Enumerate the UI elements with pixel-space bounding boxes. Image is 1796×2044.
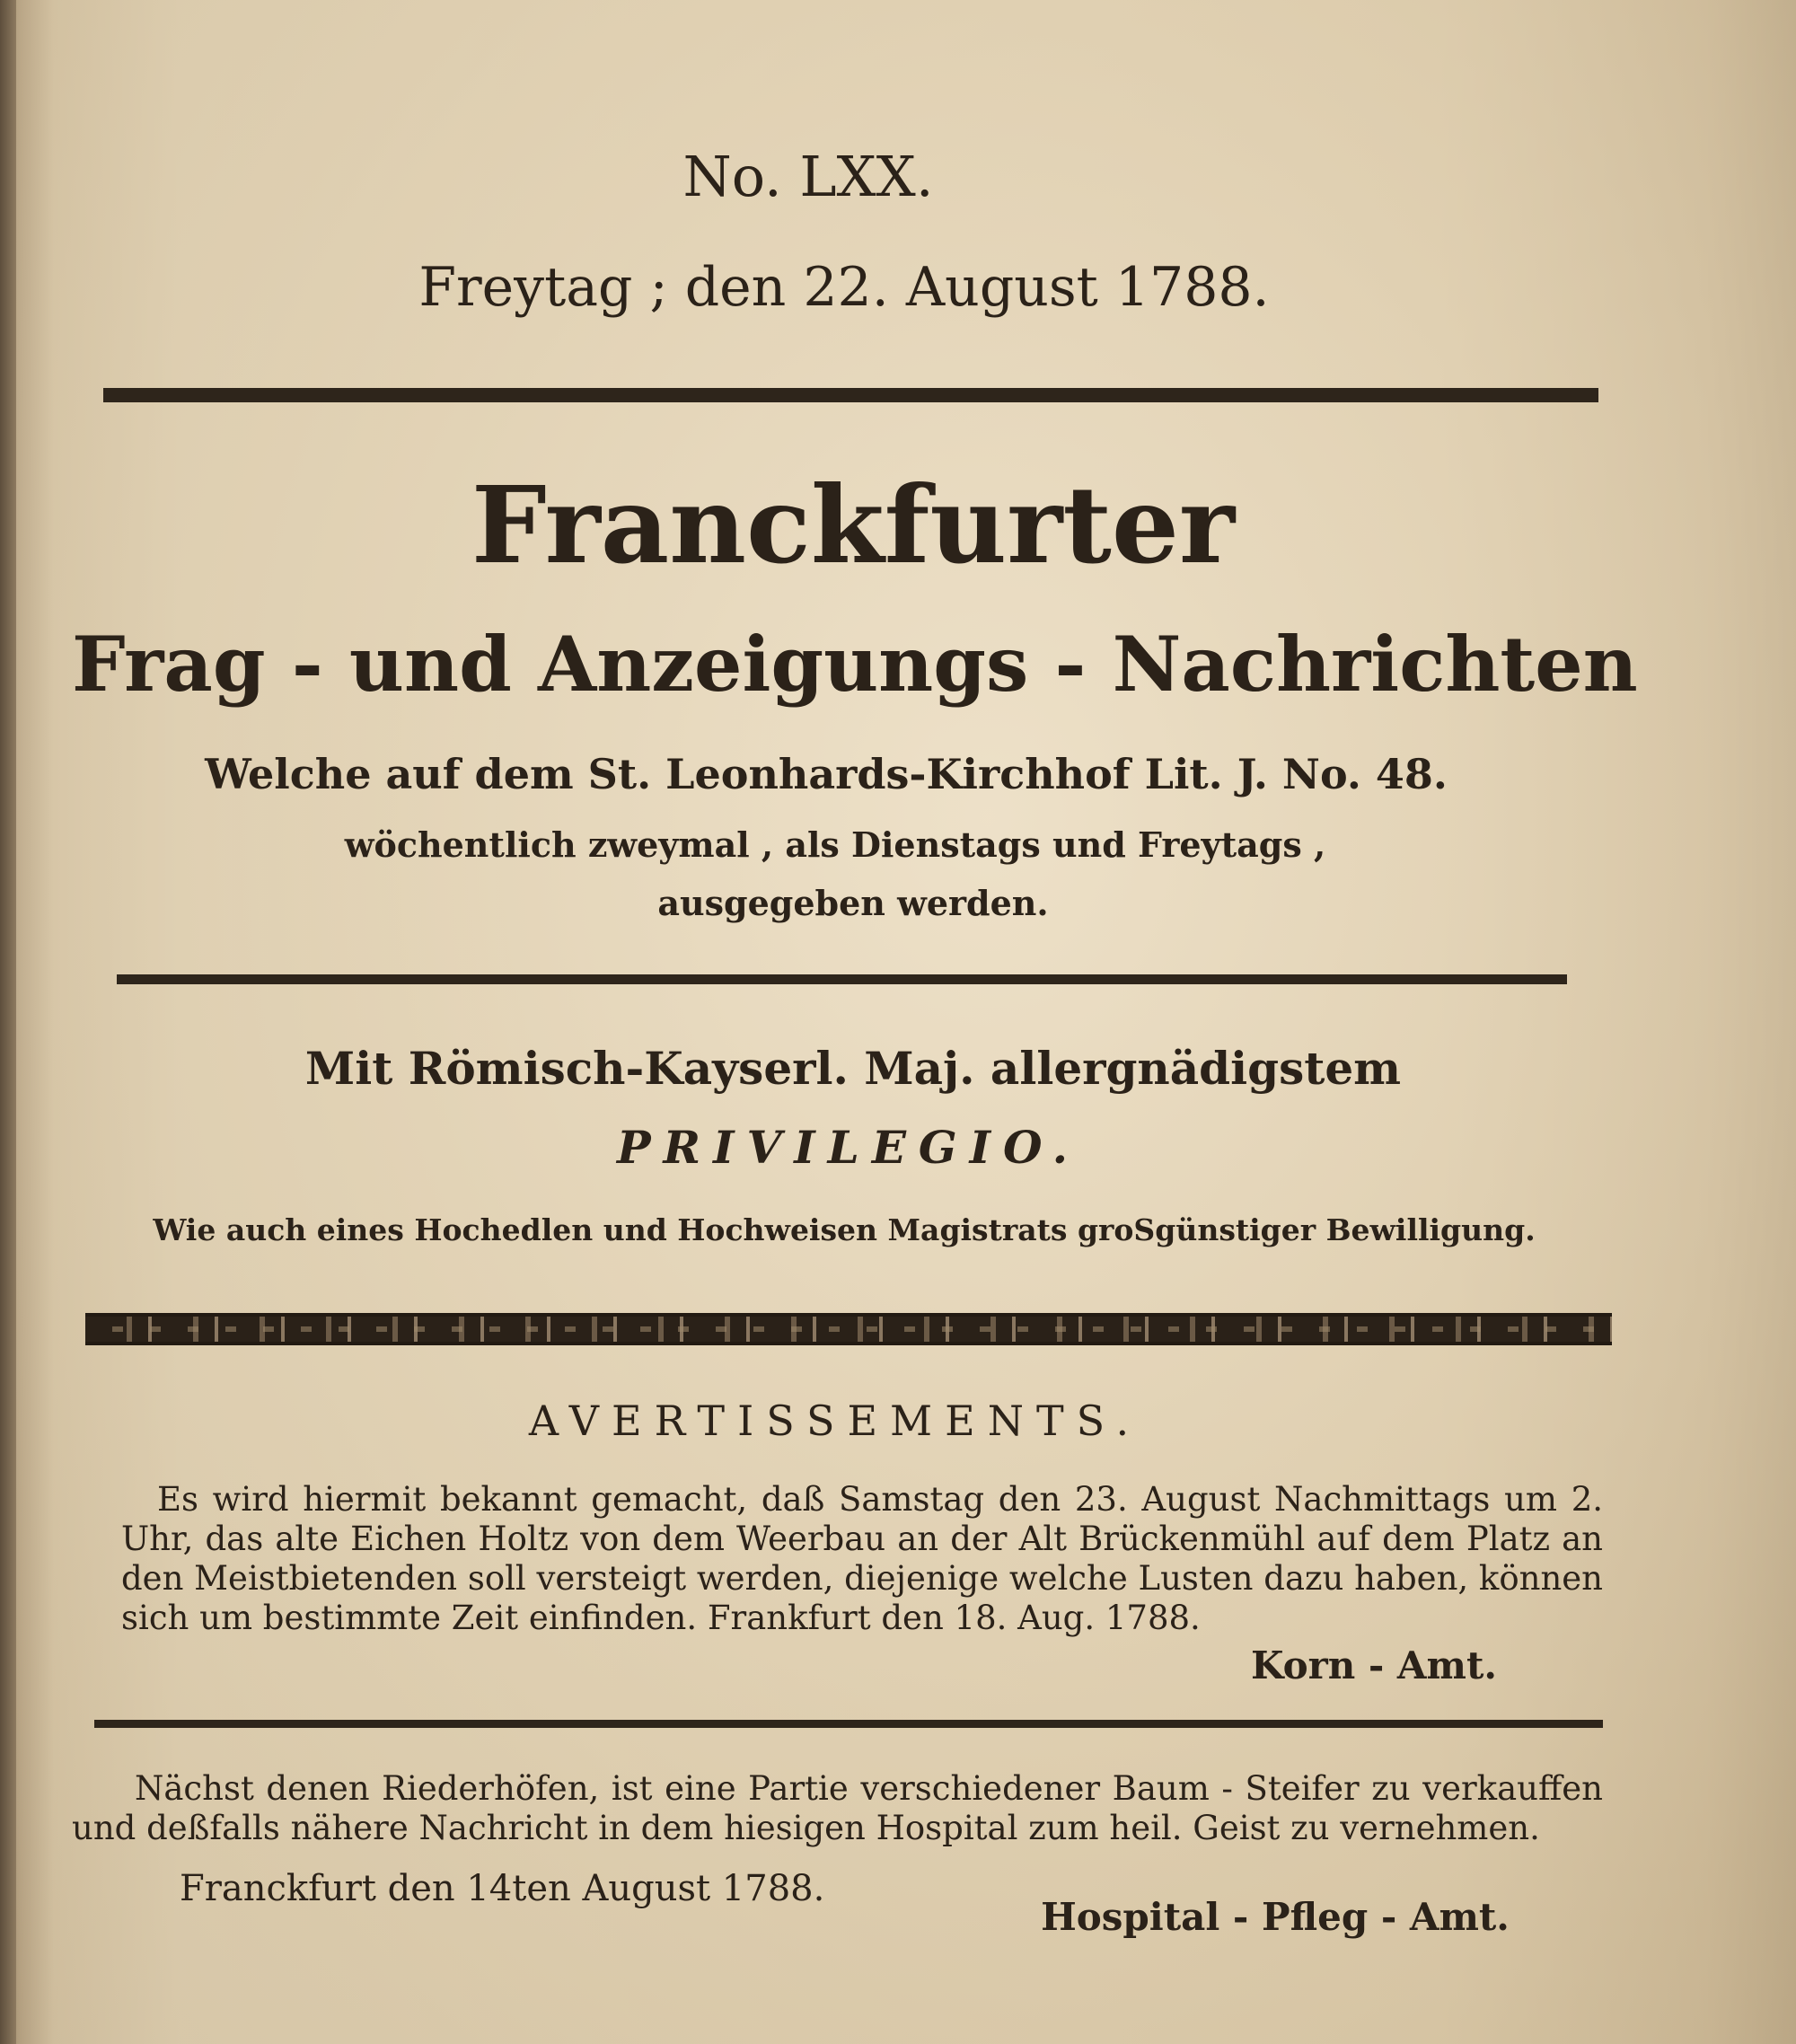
book-spine-edge [0,0,16,2044]
publisher-address: Welche auf dem St. Leonhards-Kirchhof Lit. J. No. 48. [205,750,1448,798]
magistrate-approval: Wie auch eines Hochedlen und Hochweisen Magistrats groSgünstiger Bewilligung. [153,1212,1536,1247]
issue-number: No. LXX. [682,144,934,209]
section-heading: AVERTISSEMENTS. [528,1396,1142,1445]
date-line: Freytag ; den 22. August 1788. [418,256,1270,319]
newspaper-title: Franckfurter [471,463,1236,587]
notice-2-dateline: Franckfurt den 14ten August 1788. [180,1868,825,1909]
newspaper-subtitle-main: Frag - und Anzeigungs - Nachrichten [72,620,1638,709]
privilegio-heading: PRIVILEGIO. [616,1121,1081,1174]
middle-rule [117,974,1567,984]
ornamental-border [85,1313,1612,1345]
notice-2-signature: Hospital - Pfleg - Amt. [1041,1895,1510,1939]
publication-schedule-end: ausgegeben werden. [657,883,1049,923]
privilege-line: Mit Römisch-Kayserl. Maj. allergnädigstem [304,1042,1402,1095]
notice-1-text: Es wird hiermit bekannt gemacht, daß Samstag den 23. August Nachmittags um 2. Uhr, das alte Eichen Holtz von dem Weerbau an der Alt Brückenmühl auf dem Platz an den Meistbietenden soll versteigt werden, diejenige welche Lusten dazu haben, können sich um bestimmte Zeit einfinden. Frankfurt den 18. Aug. 1788. [121,1480,1603,1637]
notice-2-text: Nächst denen Riederhöfen, ist eine Partie verschiedener Baum - Steifer zu verkauffen und deßfalls nähere Nachricht in dem hiesigen Hospital zum heil. Geist zu vernehmen. [72,1769,1603,1847]
publication-schedule: wöchentlich zweymal , als Dienstags und Freytags , [344,824,1326,865]
top-rule [103,388,1598,402]
notice-1-signature: Korn - Amt. [1251,1643,1497,1687]
notices-divider [94,1720,1603,1728]
